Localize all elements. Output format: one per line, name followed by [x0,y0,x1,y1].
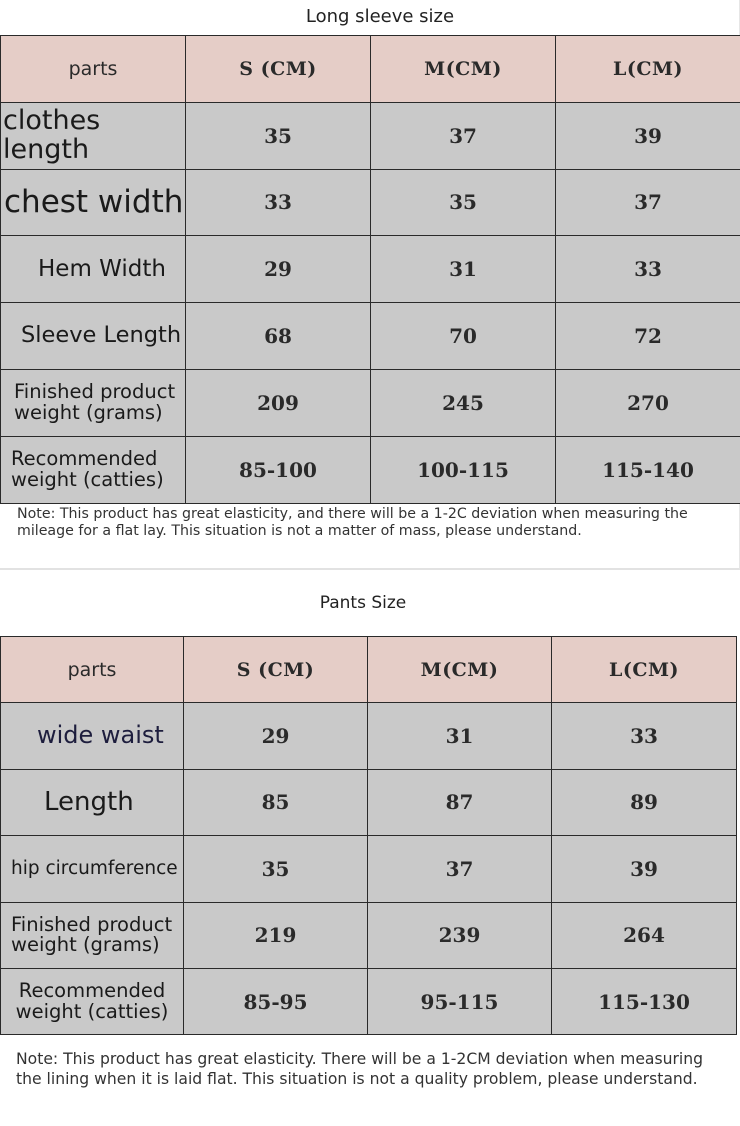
part-cell: Recommended weight (catties) [1,436,186,503]
value-cell: 89 [552,769,737,835]
value-cell: 100-115 [371,436,556,503]
pants-note: Note: This product has great elasticity. There will be a 1-2CM deviation when measuring the lining when it is laid flat. This situation is not a quality problem, please understand. [16,1050,704,1088]
header-cell: L(CM) [556,36,740,103]
part-cell: Hem Width [1,236,186,303]
value-cell: 33 [556,236,740,303]
part-cell: Sleeve Length [1,303,186,370]
header-cell: S (CM) [186,36,371,103]
value-cell: 115-130 [552,968,737,1034]
pants-title: Pants Size [319,593,407,613]
value-cell: 72 [556,303,740,370]
value-cell: 85-100 [186,436,371,503]
table-row [1,102,740,169]
table-row [1,836,737,902]
value-cell: 270 [556,369,740,436]
table-header-row [1,36,740,103]
part-cell: wide waist [1,703,184,769]
long-sleeve-title: Long sleeve size [305,6,455,27]
part-cell: hip circumference [1,836,184,902]
table-row [1,968,737,1034]
value-cell: 68 [186,303,371,370]
value-cell: 85 [184,769,368,835]
part-cell: clothes length [1,102,186,169]
table-row [1,769,737,835]
header-cell: parts [1,36,186,103]
part-cell: Finished product weight (grams) [1,902,184,968]
part-cell: Length [1,769,184,835]
table-row [1,902,737,968]
table-row [1,436,740,503]
value-cell: 37 [556,169,740,236]
table-row [1,169,740,236]
value-cell: 85-95 [184,968,368,1034]
value-cell: 37 [371,102,556,169]
table-row [1,236,740,303]
value-cell: 39 [552,836,737,902]
value-cell: 245 [371,369,556,436]
table-row [1,703,737,769]
value-cell: 95-115 [368,968,552,1034]
value-cell: 29 [184,703,368,769]
pants-size-table [0,636,737,1035]
value-cell: 209 [186,369,371,436]
value-cell: 31 [368,703,552,769]
value-cell: 239 [368,902,552,968]
value-cell: 35 [186,102,371,169]
value-cell: 219 [184,902,368,968]
value-cell: 29 [186,236,371,303]
long-sleeve-size-table [0,35,740,504]
part-cell: Recommended weight (catties) [1,968,184,1034]
value-cell: 35 [184,836,368,902]
value-cell: 70 [371,303,556,370]
value-cell: 37 [368,836,552,902]
header-cell: M(CM) [371,36,556,103]
table-row [1,369,740,436]
header-cell: M(CM) [368,637,552,703]
header-cell: parts [1,637,184,703]
value-cell: 33 [186,169,371,236]
header-cell: L(CM) [552,637,737,703]
long-sleeve-note: Note: This product has great elasticity, and there will be a 1-2C deviation when measuring the mileage for a flat lay. This situation is not a matter of mass, please understand. [17,506,688,539]
table-row [1,303,740,370]
value-cell: 33 [552,703,737,769]
part-cell: chest width [1,169,186,236]
pants-section [0,572,740,1126]
table-header-row [1,637,737,703]
value-cell: 264 [552,902,737,968]
value-cell: 115-140 [556,436,740,503]
header-cell: S (CM) [184,637,368,703]
value-cell: 87 [368,769,552,835]
value-cell: 31 [371,236,556,303]
value-cell: 35 [371,169,556,236]
part-cell: Finished product weight (grams) [1,369,186,436]
value-cell: 39 [556,102,740,169]
